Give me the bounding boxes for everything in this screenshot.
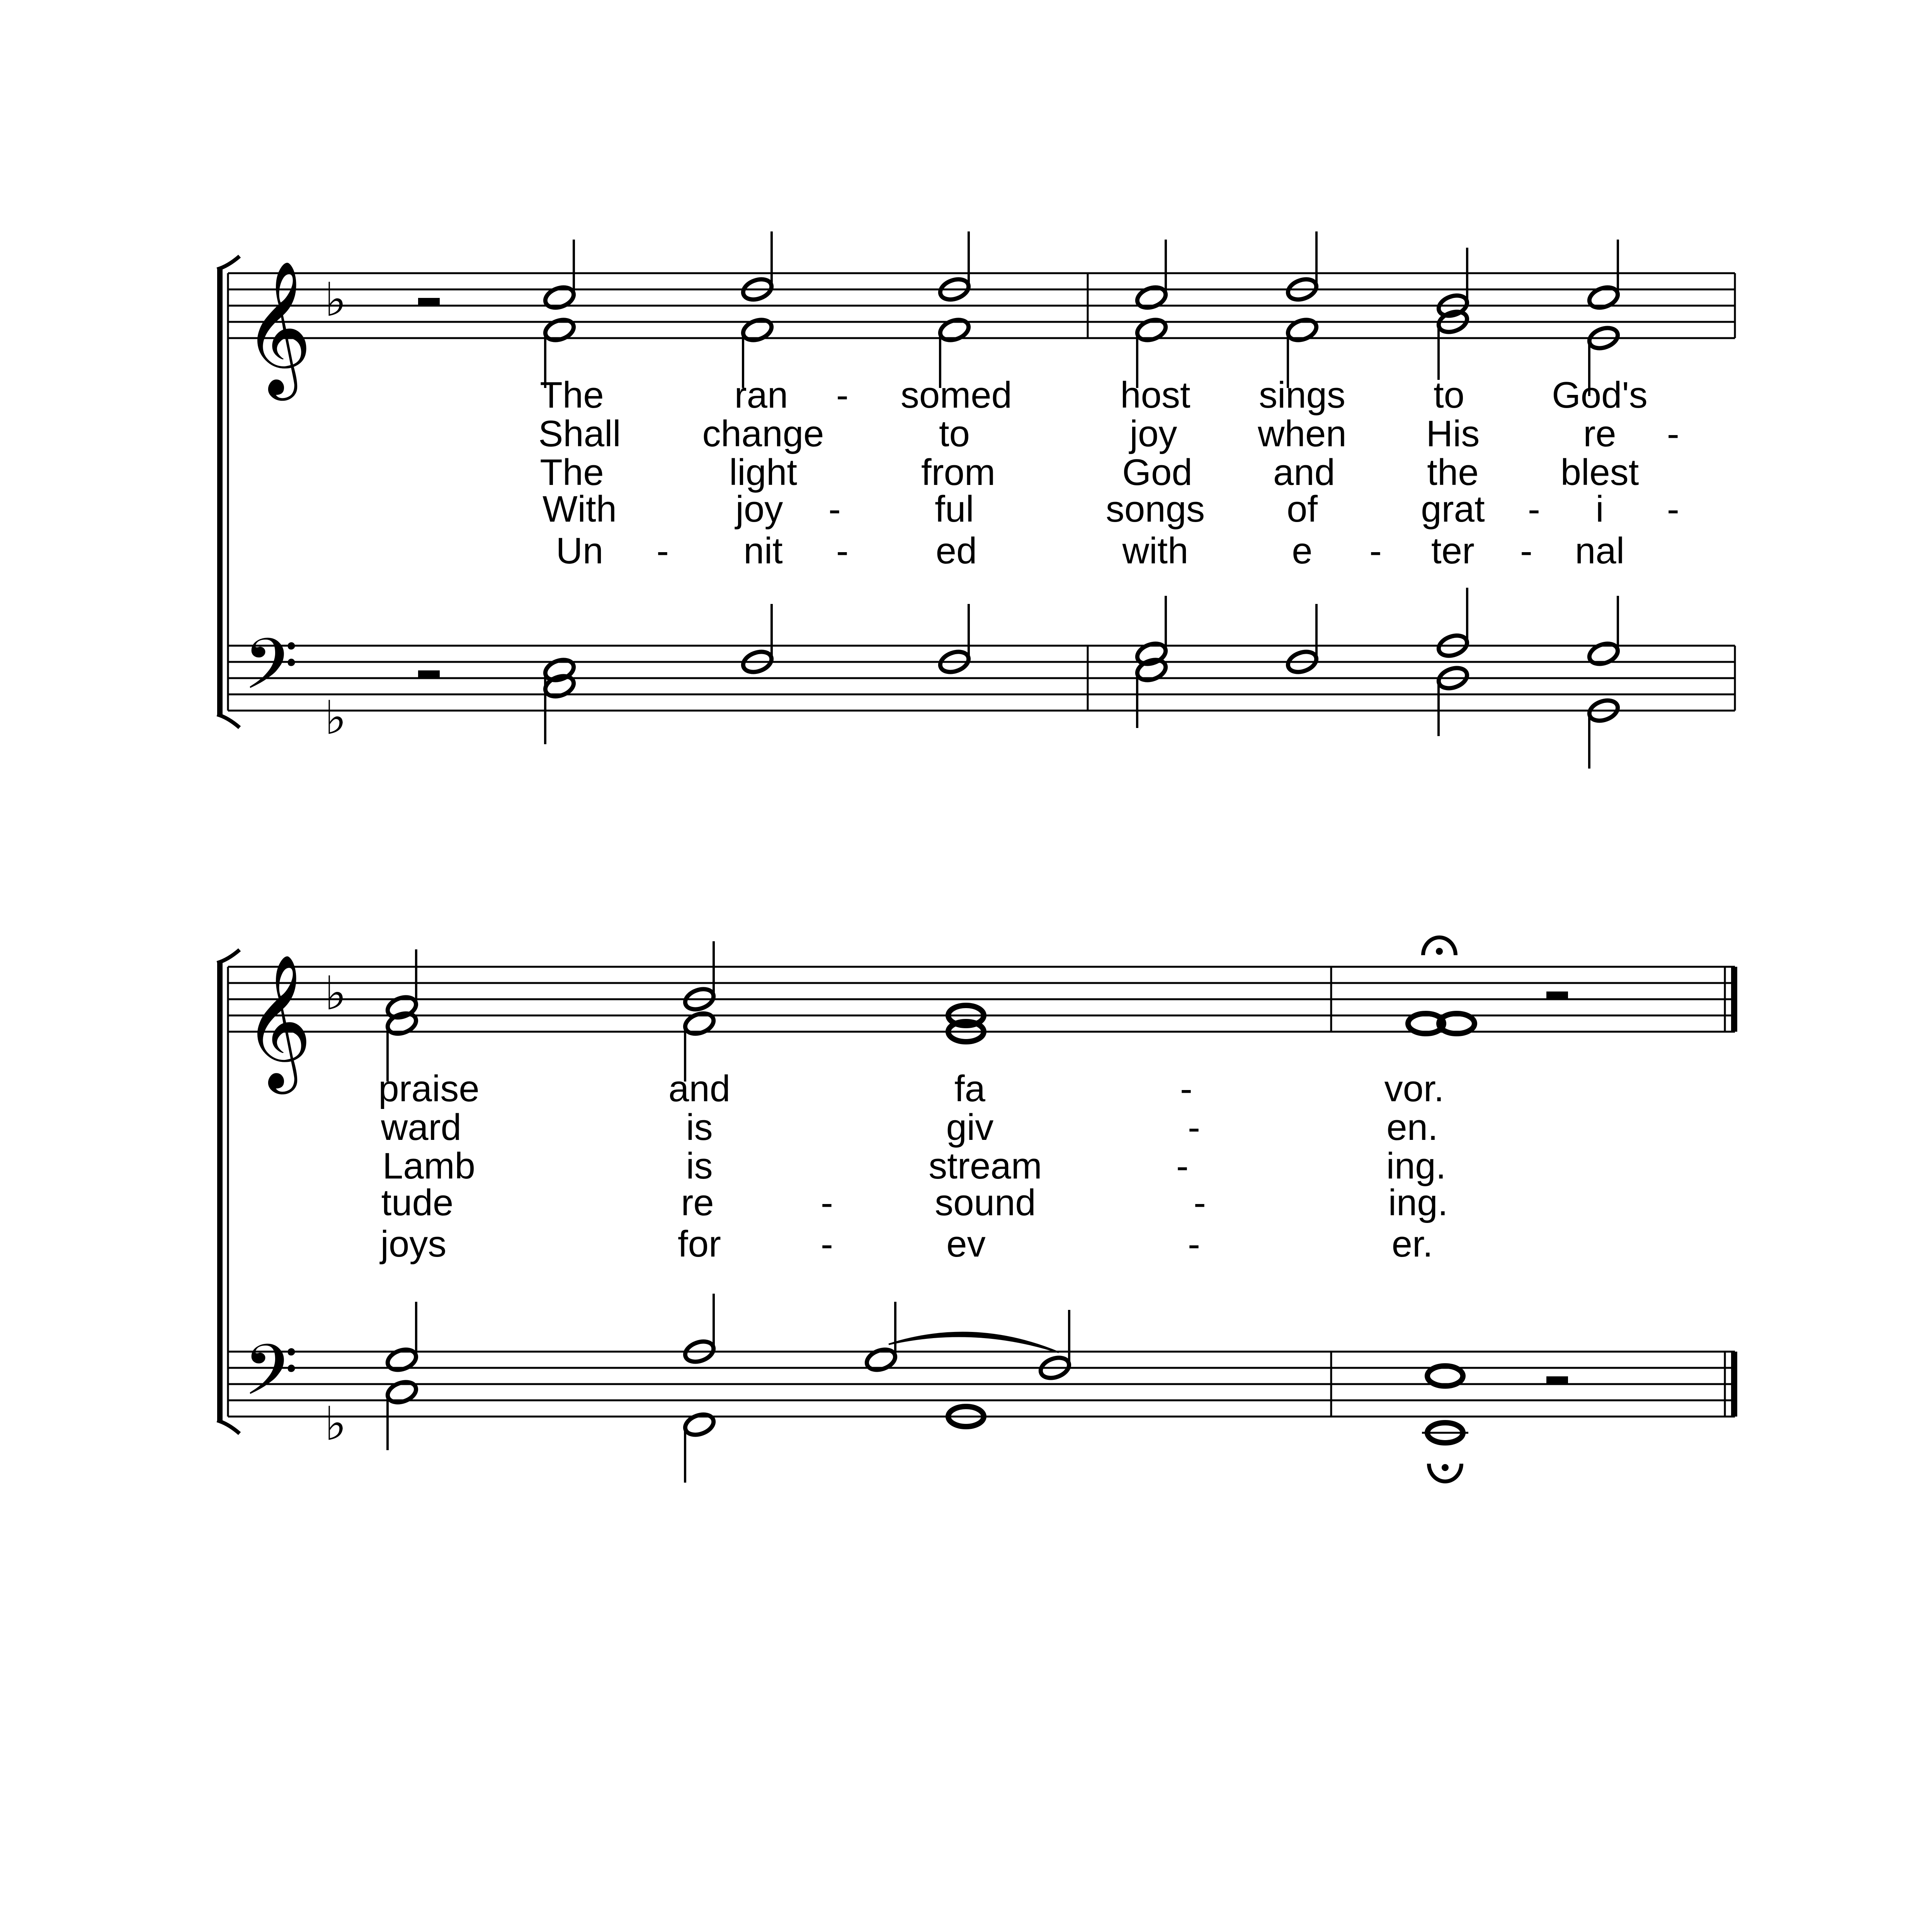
flat-icon: ♭ <box>325 1397 347 1451</box>
lyric-syllable: Shall <box>538 413 621 454</box>
bracket-hook-top <box>217 256 240 269</box>
lyric-syllable: from <box>921 452 995 493</box>
lyric-syllable: - <box>1180 1068 1192 1109</box>
half-rest <box>418 298 440 306</box>
lyric-syllable: is <box>686 1107 713 1148</box>
half-note-head <box>543 284 577 311</box>
lyric-syllable: ing. <box>1386 1145 1446 1187</box>
tie <box>889 1333 1059 1352</box>
half-note-head <box>385 1378 419 1406</box>
lyric-syllable: and <box>1273 452 1335 493</box>
half-note-head <box>1587 284 1621 311</box>
half-note-head <box>1587 640 1621 667</box>
lyric-syllable: His <box>1426 413 1480 454</box>
lyric-syllable: - <box>821 1223 833 1265</box>
lyric-syllable: host <box>1120 374 1190 416</box>
lyric-syllable: grat <box>1421 488 1485 530</box>
lyric-syllable: ing. <box>1388 1182 1448 1223</box>
lyric-syllable: of <box>1286 488 1318 530</box>
lyric-syllable: - <box>1176 1145 1189 1187</box>
half-rest <box>1546 992 1568 999</box>
half-rest <box>1546 1376 1568 1384</box>
lyric-syllable: joy <box>1129 413 1177 454</box>
lyric-syllable: The <box>540 452 604 493</box>
lyric-syllable: the <box>1427 452 1479 493</box>
lyric-syllable: and <box>668 1068 731 1109</box>
lyric-syllable: ran <box>734 374 788 416</box>
lyric-syllable: is <box>686 1145 713 1187</box>
treble-clef-icon: 𝄞 <box>243 953 312 1088</box>
lyric-syllable: en. <box>1386 1107 1438 1148</box>
lyric-syllable: for <box>677 1223 721 1265</box>
lyric-syllable: blest <box>1560 452 1639 493</box>
lyrics-layer <box>378 374 1679 1265</box>
lyric-syllable: - <box>1188 1223 1200 1265</box>
lyric-syllable: sound <box>935 1182 1036 1223</box>
bracket-hook-top <box>217 950 240 963</box>
lyric-syllable: - <box>836 374 849 416</box>
lyric-syllable: with <box>1122 530 1189 571</box>
lyric-syllable: somed <box>900 374 1012 416</box>
final-barline-thick <box>1731 1352 1737 1417</box>
lyric-syllable: er. <box>1391 1223 1433 1265</box>
lyric-syllable: God <box>1122 452 1192 493</box>
lyric-syllable: ful <box>935 488 974 530</box>
bass-clef-icon: 𝄢 <box>243 623 298 722</box>
lyric-syllable: fa <box>954 1068 986 1109</box>
bracket-hook-bottom <box>217 714 240 728</box>
final-barline-thick <box>1731 967 1737 1032</box>
lyric-syllable: e <box>1292 530 1313 571</box>
lyric-syllable: ter <box>1431 530 1475 571</box>
half-note-head <box>543 316 577 344</box>
half-rest <box>418 670 440 678</box>
lyric-syllable: songs <box>1105 488 1205 530</box>
half-note-head <box>1285 316 1319 344</box>
bracket-hook-bottom <box>217 1420 240 1434</box>
lyric-syllable: re <box>681 1182 714 1223</box>
lyric-syllable: tude <box>381 1182 454 1223</box>
lyric-syllable: Un <box>556 530 604 571</box>
lyric-syllable: ed <box>935 530 977 571</box>
lyric-syllable: ev <box>946 1223 986 1265</box>
lyric-syllable: when <box>1258 413 1347 454</box>
lyric-syllable: - <box>1188 1107 1200 1148</box>
flat-icon: ♭ <box>325 691 347 745</box>
half-note-head <box>1134 284 1168 311</box>
fermata-dot <box>1436 948 1443 955</box>
lyric-syllable: - <box>836 530 849 571</box>
lyric-syllable: - <box>1194 1182 1206 1223</box>
lyric-syllable: Lamb <box>382 1145 476 1187</box>
half-note-head <box>864 1346 898 1373</box>
lyric-syllable: - <box>1528 488 1540 530</box>
lyric-syllable: nit <box>743 530 783 571</box>
lyric-syllable: - <box>1369 530 1382 571</box>
lyric-syllable: light <box>729 452 798 493</box>
lyric-syllable: joy <box>735 488 783 530</box>
lyric-syllable: change <box>702 413 824 454</box>
half-note-head <box>740 316 774 344</box>
lyric-syllable: The <box>540 374 604 416</box>
lyric-syllable: - <box>821 1182 833 1223</box>
lyric-syllable: stream <box>929 1145 1042 1187</box>
flat-icon: ♭ <box>325 967 347 1020</box>
lyric-syllable: to <box>939 413 970 454</box>
lyric-syllable: - <box>1520 530 1532 571</box>
half-note-head <box>1134 316 1168 344</box>
lyric-syllable: vor. <box>1384 1068 1444 1109</box>
lyric-syllable: joys <box>380 1223 447 1265</box>
half-note-head <box>682 1411 716 1438</box>
lyric-syllable: God's <box>1552 374 1648 416</box>
lyric-syllable: - <box>1667 413 1679 454</box>
lyric-syllable: - <box>656 530 669 571</box>
fermata-dot <box>1442 1464 1449 1471</box>
lyric-syllable: re <box>1583 413 1616 454</box>
lyric-syllable: - <box>1667 488 1679 530</box>
lyric-syllable: With <box>543 488 617 530</box>
lyric-syllable: praise <box>378 1068 480 1109</box>
system-bracket <box>217 963 223 1420</box>
half-note-head <box>937 316 971 344</box>
treble-clef-icon: 𝄞 <box>243 260 312 395</box>
lyric-syllable: giv <box>946 1107 994 1148</box>
system-bracket <box>217 269 223 714</box>
lyric-syllable: ward <box>381 1107 462 1148</box>
lyric-syllable: i <box>1595 488 1604 530</box>
lyric-syllable: to <box>1433 374 1465 416</box>
whole-note-head <box>1427 1366 1463 1386</box>
lyric-syllable: nal <box>1575 530 1625 571</box>
half-note-head <box>682 1010 716 1037</box>
flat-icon: ♭ <box>325 273 347 327</box>
lyric-syllable: sings <box>1259 374 1346 416</box>
half-note-head <box>385 1346 419 1373</box>
bass-clef-icon: 𝄢 <box>243 1329 298 1428</box>
lyric-syllable: - <box>828 488 841 530</box>
